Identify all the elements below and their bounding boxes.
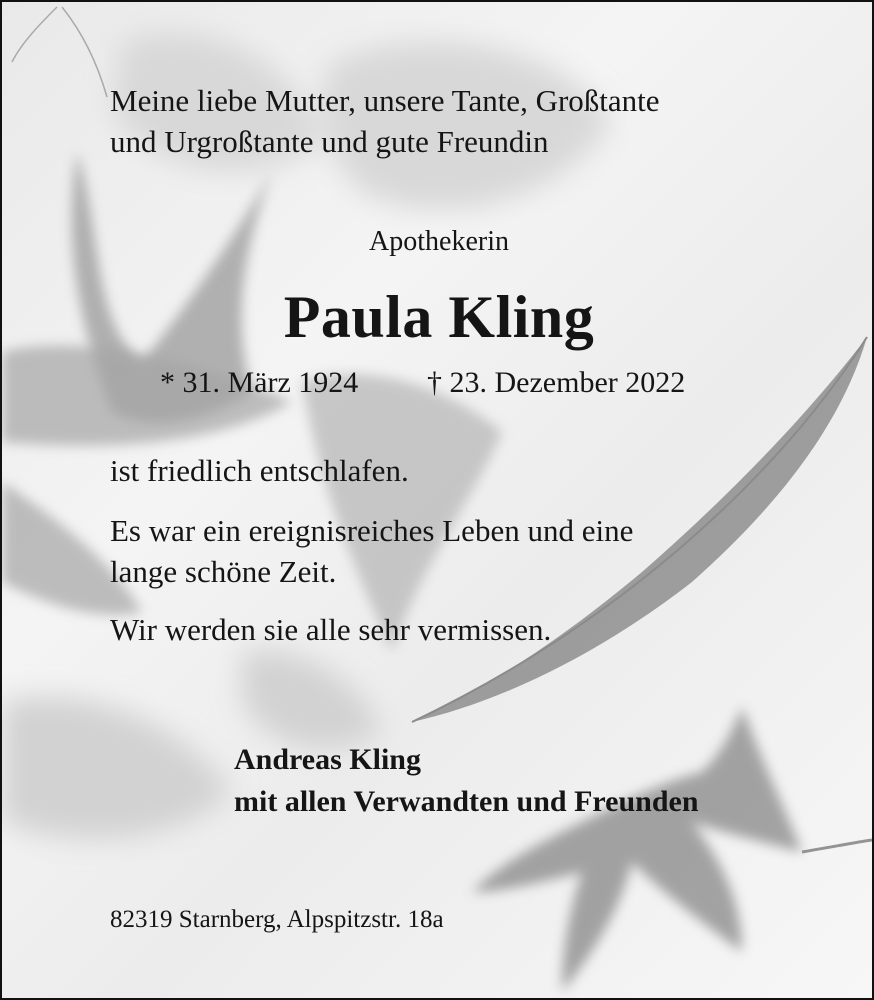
body-line: lange schöne Zeit. [110, 554, 337, 589]
intro-line: Meine liebe Mutter, unsere Tante, Großtante [110, 83, 660, 118]
body-text-2 [110, 510, 730, 592]
profession: Apothekerin [369, 226, 509, 257]
body-text-1: ist friedlich entschlafen. [110, 453, 409, 488]
signers [234, 739, 699, 823]
intro-line: und Urgroßtante und gute Freundin [110, 124, 549, 159]
death-date: † 23. Dezember 2022 [427, 366, 686, 399]
signer-line: mit allen Verwandten und Freunden [234, 785, 699, 818]
deceased-name: Paula Kling [283, 284, 595, 350]
body-line: Es war ein ereignisreiches Leben und eine [110, 513, 634, 548]
birth-date: * 31. März 1924 [160, 366, 359, 399]
intro-text [110, 80, 660, 162]
body-text-3: Wir werden sie alle sehr vermissen. [110, 612, 552, 647]
address: 82319 Starnberg, Alpspitzstr. 18a [110, 906, 444, 933]
signer-line: Andreas Kling [234, 743, 421, 776]
text-layer [2, 2, 874, 1000]
